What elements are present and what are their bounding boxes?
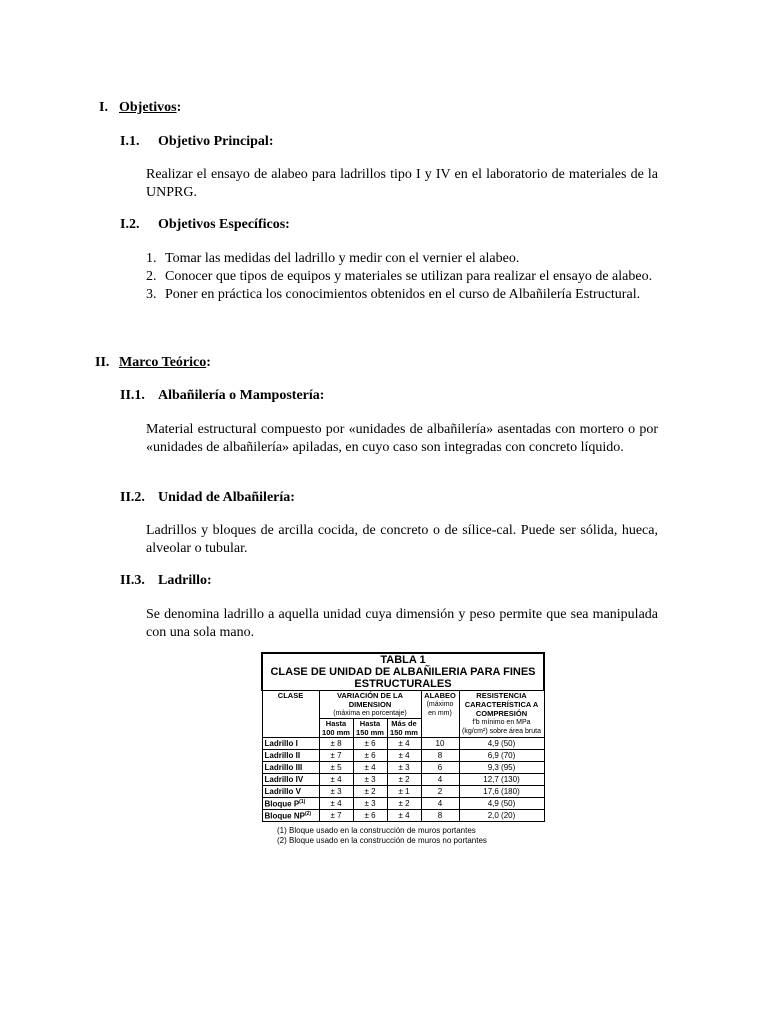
table-row — [262, 798, 544, 810]
table-cell-alabeo: 8 — [421, 810, 459, 822]
table-row — [262, 786, 544, 798]
table-cell-c2: ± 3 — [353, 774, 387, 786]
table-cell-clase: Bloque NP$^{(2)}$ — [262, 810, 319, 822]
table-cell-clase: Ladrillo II — [262, 750, 319, 762]
table-cell-c1: ± 4 — [319, 798, 353, 810]
ladrillo-text: Se denomina ladrillo a aquella unidad cuya dimensión y peso permite que sea manipulada con una sola mano. — [146, 607, 658, 640]
table-cell-c3: ± 2 — [387, 774, 421, 786]
table-row — [262, 750, 544, 762]
table-cell-c2: ± 6 — [353, 750, 387, 762]
column-header-hasta-150: Hasta 150 mm — [353, 719, 387, 738]
subsection-albanileria-heading: II.1. Albañilería o Mampostería: — [120, 388, 325, 403]
table-row — [262, 774, 544, 786]
table-cell-alabeo: 4 — [421, 774, 459, 786]
column-header-mas-150: Más de 150 mm — [387, 719, 421, 738]
table-cell-c2: ± 6 — [353, 738, 387, 750]
subsection-unidad-albanileria-heading: II.2. Unidad de Albañilería: — [120, 490, 295, 505]
table-cell-c1: ± 5 — [319, 762, 353, 774]
column-header-hasta-100: Hasta 100 mm — [319, 719, 353, 738]
table-cell-res: 6,9 (70) — [459, 750, 544, 762]
column-header-clase: CLASE — [262, 691, 319, 738]
table-cell-clase: Ladrillo I — [262, 738, 319, 750]
table-cell-c3: ± 4 — [387, 750, 421, 762]
table-cell-c2: ± 3 — [353, 798, 387, 810]
table-body — [262, 738, 544, 822]
table-cell-c1: ± 7 — [319, 750, 353, 762]
tabla-1 — [261, 652, 545, 822]
table-cell-c1: ± 7 — [319, 810, 353, 822]
table-cell-res: 4,9 (50) — [459, 798, 544, 810]
list-item: 1. Tomar las medidas del ladrillo y medir con el vernier el alabeo. — [146, 251, 520, 266]
table-cell-alabeo: 2 — [421, 786, 459, 798]
table-cell-c3: ± 4 — [387, 810, 421, 822]
table-cell-res: 17,6 (180) — [459, 786, 544, 798]
column-header-variacion: VARIACIÓN DE LA DIMENSION (máxima en porcentaje) — [319, 691, 421, 719]
table-cell-c1: ± 8 — [319, 738, 353, 750]
table-cell-clase: Bloque $P^{(1)}$ — [262, 798, 319, 810]
table-row — [262, 762, 544, 774]
table-cell-clase: Ladrillo V — [262, 786, 319, 798]
footnote-1: (1) Bloque usado en la construcción de muros portantes — [277, 826, 476, 835]
table-cell-alabeo: 10 — [421, 738, 459, 750]
subsection-ladrillo-heading: II.3. Ladrillo: — [120, 573, 212, 588]
table-cell-res: 4,9 (50) — [459, 738, 544, 750]
table-cell-c2: ± 4 — [353, 762, 387, 774]
table-cell-res: 2,0 (20) — [459, 810, 544, 822]
table-cell-alabeo: 4 — [421, 798, 459, 810]
list-item: 3. Poner en práctica los conocimientos obtenidos en el curso de Albañilería Estructural. — [146, 287, 641, 302]
table-cell-res: 9,3 (95) — [459, 762, 544, 774]
table-cell-c3: ± 3 — [387, 762, 421, 774]
table-row — [262, 810, 544, 822]
column-header-alabeo: ALABEO (máximo en mm) — [421, 691, 459, 738]
list-item: 2. Conocer que tipos de equipos y materiales se utilizan para realizar el ensayo de alabeo. — [146, 269, 653, 284]
table-cell-c2: ± 2 — [353, 786, 387, 798]
section-marco-teorico-heading: II. Marco Teórico: — [95, 355, 211, 370]
subsection-objetivo-principal-heading: I.1. Objetivo Principal: — [120, 134, 274, 149]
table-cell-c1: ± 3 — [319, 786, 353, 798]
table-footnotes — [277, 826, 543, 846]
table-cell-alabeo: 6 — [421, 762, 459, 774]
table-cell-clase: Ladrillo IV — [262, 774, 319, 786]
footnote-2: (2) Bloque usado en la construcción de muros no portantes — [277, 836, 487, 845]
tabla-1-figure — [261, 652, 543, 882]
table-cell-c3: ± 4 — [387, 738, 421, 750]
albanileria-text: Material estructural compuesto por «unidades de albañilería» asentadas con mortero o por «unidades de albañilería» apiladas, en cuyo caso son integradas con concreto líquido. — [146, 422, 658, 455]
column-header-resistencia: RESISTENCIA CARACTERÍSTICA A COMPRESIÓN f'b mínimo en MPa (kg/cm²) sobre área bruta — [459, 691, 544, 738]
table-title: TABLA 1 CLASE DE UNIDAD DE ALBAÑILERIA PARA FINES ESTRUCTURALES — [262, 653, 544, 691]
section-objetivos-heading: I. Objetivos: — [99, 100, 182, 115]
table-cell-c3: ± 2 — [387, 798, 421, 810]
table-row — [262, 738, 544, 750]
table-cell-c3: ± 1 — [387, 786, 421, 798]
table-cell-alabeo: 8 — [421, 750, 459, 762]
table-cell-c2: ± 6 — [353, 810, 387, 822]
table-cell-res: 12,7 (130) — [459, 774, 544, 786]
table-cell-clase: Ladrillo III — [262, 762, 319, 774]
objetivo-principal-text: Realizar el ensayo de alabeo para ladrillos tipo I y IV en el laboratorio de materiales de la UNPRG. — [146, 167, 658, 200]
subsection-objetivos-especificos-heading: I.2. Objetivos Específicos: — [120, 217, 290, 232]
table-cell-c1: ± 4 — [319, 774, 353, 786]
unidad-albanileria-text: Ladrillos y bloques de arcilla cocida, de concreto o de sílice-cal. Puede ser sólida, hueca, alveolar o tubular. — [146, 523, 658, 556]
objetivos-especificos-list — [146, 250, 658, 304]
